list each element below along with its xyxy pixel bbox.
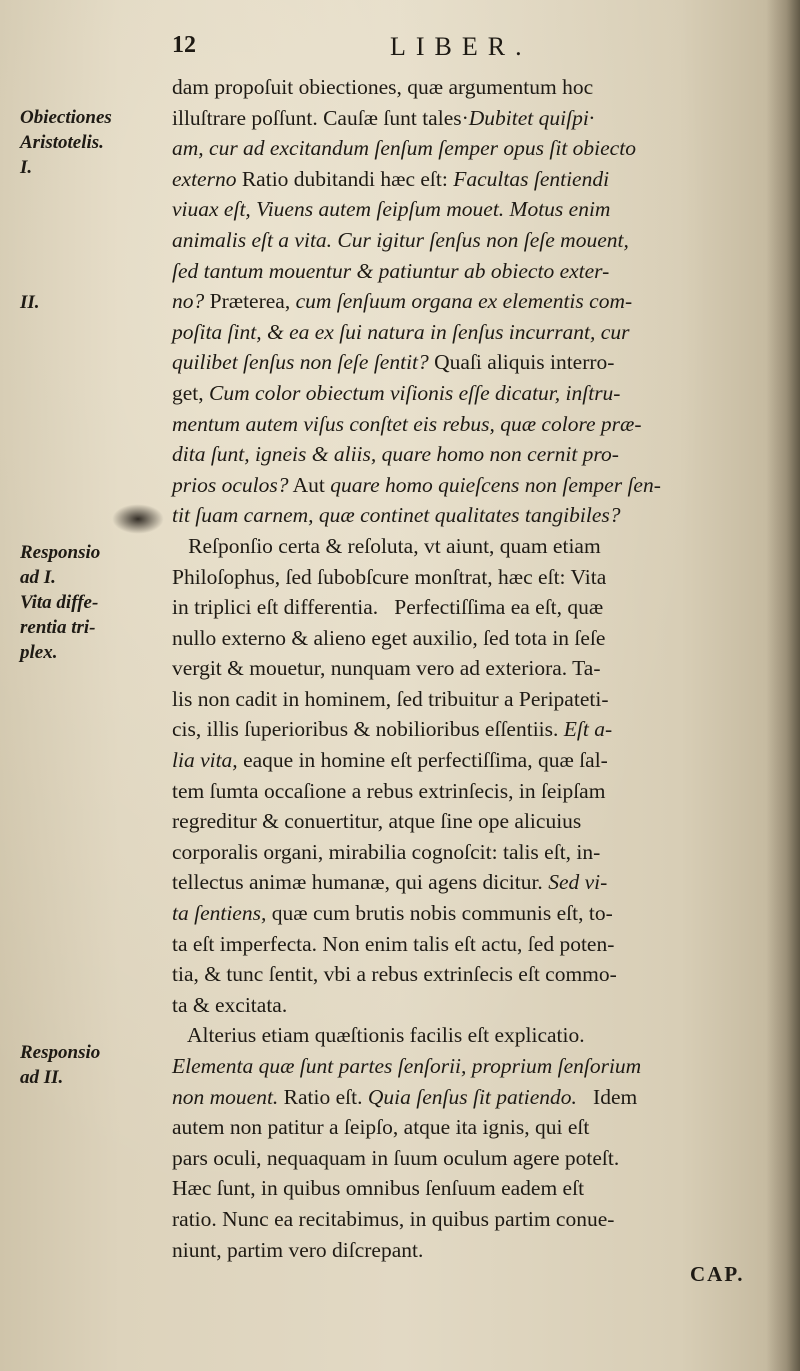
italic-text: Sed vi- bbox=[548, 870, 608, 895]
roman-text: Aut bbox=[288, 472, 331, 497]
italic-text: quare homo quieſcens non ſemper ſen- bbox=[330, 472, 661, 497]
roman-text: tem ſumta occaſione a rebus extrinſecis, in ſeipſam bbox=[172, 778, 606, 803]
text-line bbox=[172, 286, 772, 317]
italic-text: poſita ſint, & ea ex ſui natura in ſenſus incurrant, cur bbox=[172, 319, 630, 344]
text-line bbox=[172, 684, 772, 715]
roman-text: dam propoſuit obiectiones, quæ argumentum hoc bbox=[172, 75, 594, 99]
italic-text: Quia ſenſus ſit patiendo. bbox=[367, 1084, 577, 1109]
margin-note-line: ad I. bbox=[20, 567, 56, 588]
page-number: 12 bbox=[172, 32, 196, 58]
italic-text: Eſt a- bbox=[563, 717, 613, 742]
catchword: CAP. bbox=[690, 1262, 745, 1286]
text-line bbox=[172, 990, 772, 1021]
text-line bbox=[172, 714, 772, 745]
margin-note-line: ad II. bbox=[20, 1067, 64, 1088]
roman-text: vergit & mouetur, nunquam vero ad exteriora. Ta- bbox=[172, 656, 601, 681]
margin-notes bbox=[20, 0, 170, 1371]
italic-text: prios oculos? bbox=[172, 472, 289, 497]
margin-note bbox=[20, 1040, 100, 1090]
text-line bbox=[172, 1082, 772, 1113]
roman-text: Ratio dubitandi hæc eſt: bbox=[236, 166, 454, 191]
text-line bbox=[172, 500, 772, 531]
roman-text: Reſponſio certa & reſoluta, vt aiunt, quam etiam bbox=[172, 533, 601, 558]
text-line bbox=[172, 133, 772, 164]
page-header bbox=[172, 32, 772, 66]
roman-text: Alterius etiam quæſtionis facilis eſt explicatio. bbox=[172, 1023, 585, 1048]
roman-text: lis non cadit in hominem, ſed tribuitur a Peripateti- bbox=[172, 686, 609, 711]
roman-text: get, bbox=[172, 380, 210, 405]
text-line bbox=[172, 256, 772, 287]
italic-text: quilibet ſenſus non ſeſe ſentit? bbox=[172, 350, 429, 375]
text-line bbox=[172, 194, 772, 225]
margin-note-line: I. bbox=[20, 157, 33, 178]
text-line bbox=[172, 837, 772, 868]
margin-note bbox=[20, 105, 112, 155]
roman-text: niunt, partim vero diſcrepant. bbox=[172, 1237, 424, 1262]
text-line bbox=[172, 1112, 772, 1143]
roman-text: ta eſt imperfecta. Non enim talis eſt actu, ſed poten- bbox=[172, 931, 615, 956]
italic-text: animalis eſt a vita. Cur igitur ſenſus non ſeſe mouent, bbox=[172, 227, 629, 252]
margin-note-line: Responsio bbox=[20, 542, 101, 563]
text-line bbox=[172, 470, 772, 501]
text-line bbox=[172, 562, 772, 593]
text-line bbox=[172, 1051, 772, 1082]
text-line bbox=[172, 959, 772, 990]
margin-note bbox=[20, 155, 32, 180]
text-line bbox=[172, 317, 772, 348]
italic-text: viuax eſt, Viuens autem ſeipſum mouet. Motus enim bbox=[172, 197, 611, 222]
roman-text: quæ cum brutis nobis communis eſt, to- bbox=[266, 901, 613, 926]
italic-text: lia vita, bbox=[172, 748, 238, 773]
text-line bbox=[172, 531, 772, 562]
text-line bbox=[172, 1235, 772, 1266]
text-line bbox=[172, 1020, 772, 1051]
margin-note-line: plex. bbox=[20, 642, 58, 663]
italic-text: tit ſuam carnem, quæ continet qualitates tangibiles? bbox=[172, 503, 621, 528]
roman-text: tellectus animæ humanæ, qui agens dicitur. bbox=[172, 870, 549, 895]
text-line bbox=[172, 225, 772, 256]
roman-text: Hæc ſunt, in quibus omnibus ſenſuum eadem eſt bbox=[172, 1176, 585, 1201]
roman-text: tia, & tunc ſentit, vbi a rebus extrinſecis eſt commo- bbox=[172, 962, 617, 987]
roman-text: Quaſi aliquis interro- bbox=[428, 350, 615, 375]
italic-text: Facultas ſentiendi bbox=[453, 166, 610, 191]
italic-text: externo bbox=[172, 166, 237, 191]
roman-text: Ratio eſt. bbox=[278, 1084, 368, 1109]
roman-text: cis, illis ſuperioribus & nobilioribus eſſentiis. bbox=[172, 717, 564, 742]
text-line bbox=[172, 929, 772, 960]
margin-note bbox=[20, 290, 40, 315]
text-line bbox=[172, 347, 772, 378]
text-line bbox=[172, 72, 772, 103]
text-line bbox=[172, 378, 772, 409]
text-line bbox=[172, 1204, 772, 1235]
roman-text: ratio. Nunc ea recitabimus, in quibus partim conue- bbox=[172, 1206, 615, 1231]
roman-text: corporalis organi, mirabilia cognoſcit: talis eſt, in- bbox=[172, 839, 601, 864]
margin-note-line: Vita diffe- bbox=[20, 592, 99, 613]
text-line bbox=[172, 898, 772, 929]
roman-text: autem non patitur a ſeipſo, atque ita ignis, qui eſt bbox=[172, 1115, 590, 1140]
italic-text: no? bbox=[172, 289, 205, 314]
roman-text: regreditur & conuertitur, atque ſine ope alicuius bbox=[172, 809, 582, 834]
text-line bbox=[172, 776, 772, 807]
italic-text: Cum color obiectum viſionis eſſe dicatur, inſtru- bbox=[209, 380, 621, 405]
text-line bbox=[172, 623, 772, 654]
margin-note-line: rentia tri- bbox=[20, 617, 96, 638]
text-line bbox=[172, 1173, 772, 1204]
italic-text: ſed tantum mouentur & patiuntur ab obiecto exter- bbox=[172, 258, 610, 283]
text-line bbox=[172, 103, 772, 134]
text-line bbox=[172, 867, 772, 898]
text-line bbox=[172, 653, 772, 684]
margin-note-line: II. bbox=[20, 292, 40, 313]
body-text bbox=[172, 72, 772, 1265]
roman-text: pars oculi, nequaquam in ſuum oculum agere poteſt. bbox=[172, 1145, 620, 1170]
roman-text: illuſtrare poſſunt. Cauſæ ſunt tales· bbox=[172, 105, 469, 130]
text-line bbox=[172, 164, 772, 195]
italic-text: Dubitet quiſpi· bbox=[468, 105, 595, 130]
margin-note-line: Aristotelis. bbox=[20, 132, 104, 153]
roman-text: Præterea, bbox=[204, 289, 296, 314]
roman-text: eaque in homine eſt perfectiſſima, quæ ſal- bbox=[237, 748, 608, 773]
text-line bbox=[172, 409, 772, 440]
text-line bbox=[172, 1143, 772, 1174]
roman-text: in triplici eſt differentia. Perfectiſſima ea eſt, quæ bbox=[172, 595, 604, 620]
roman-text: Idem bbox=[576, 1084, 638, 1109]
italic-text: mentum autem viſus conſtet eis rebus, quæ colore præ- bbox=[172, 411, 642, 436]
italic-text: Elementa quæ ſunt partes ſenſorii, proprium ſenſorium bbox=[172, 1054, 642, 1078]
margin-note-line: Obiectiones bbox=[20, 107, 112, 128]
text-line bbox=[172, 439, 772, 470]
italic-text: ta ſentiens, bbox=[172, 901, 267, 926]
running-title: LIBER. bbox=[390, 32, 532, 61]
margin-note bbox=[20, 540, 100, 665]
text-line bbox=[172, 745, 772, 776]
italic-text: cum ſenſuum organa ex elementis com- bbox=[295, 289, 633, 314]
margin-note-line: Responsio bbox=[20, 1042, 101, 1063]
roman-text: nullo externo & alieno eget auxilio, ſed tota in ſeſe bbox=[172, 625, 606, 650]
italic-text: am, cur ad excitandum ſenſum ſemper opus ſit obiecto bbox=[172, 136, 636, 161]
roman-text: ta & excitata. bbox=[172, 992, 288, 1017]
text-line bbox=[172, 592, 772, 623]
italic-text: dita ſunt, igneis & aliis, quare homo non cernit pro- bbox=[172, 442, 619, 467]
text-line bbox=[172, 806, 772, 837]
roman-text: Philoſophus, ſed ſubobſcure monſtrat, hæc eſt: Vita bbox=[172, 564, 607, 589]
italic-text: non mouent. bbox=[172, 1084, 279, 1109]
